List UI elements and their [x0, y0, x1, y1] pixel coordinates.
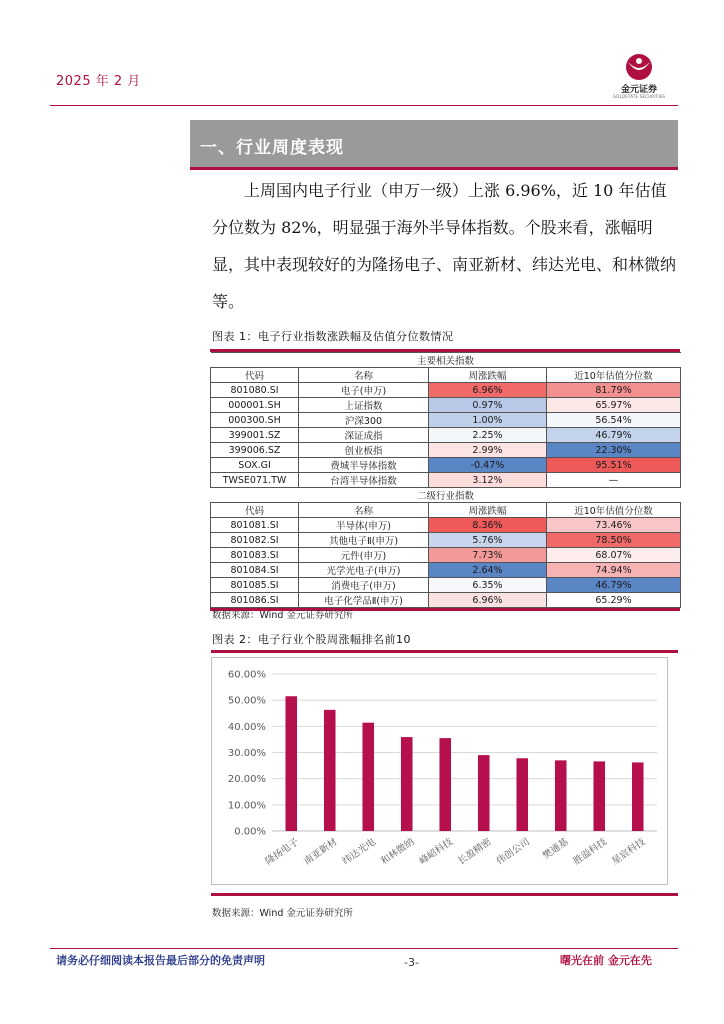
code-cell: 000001.SH — [211, 398, 299, 413]
code-cell: 801082.SI — [211, 533, 299, 548]
percentile-cell: 22.30% — [547, 443, 681, 458]
body-paragraph-text: 上周国内电子行业（申万一级）上涨 6.96%，近 10 年估值分位数为 82%，明显强于海外半导体指数。个股来看，涨幅明显，其中表现较好的为隆扬电子、南亚新材、纬达光电、和林微纳等。 — [212, 181, 677, 311]
body-paragraph — [212, 172, 678, 320]
x-tick-label: 胜溢科技 — [571, 836, 609, 868]
change-cell: 6.35% — [429, 578, 547, 593]
code-cell: 801081.SI — [211, 518, 299, 533]
change-cell: 1.00% — [429, 413, 547, 428]
y-tick-label: 20.00% — [227, 774, 266, 786]
bar-chart — [212, 658, 667, 884]
code-cell: TWSE071.TW — [211, 473, 299, 488]
chart-bottom-rule — [211, 893, 678, 896]
table-row — [211, 533, 681, 548]
table-row — [211, 398, 681, 413]
x-tick-label: 南亚新材 — [302, 836, 340, 868]
bar-chart-frame — [211, 657, 668, 885]
percentile-cell: 56.54% — [547, 413, 681, 428]
table-row — [211, 413, 681, 428]
table-row — [211, 458, 681, 473]
figure2-source: 数据来源：Wind 金元证券研究所 — [212, 908, 353, 919]
name-cell: 创业板指 — [299, 443, 429, 458]
name-cell: 上证指数 — [299, 398, 429, 413]
table-row — [211, 428, 681, 443]
change-cell: 7.73% — [429, 548, 547, 563]
code-cell: 801083.SI — [211, 548, 299, 563]
name-cell: 电子化学品Ⅱ(申万) — [299, 593, 429, 608]
table-header-cell: 代码 — [211, 503, 299, 518]
table-group-title-row — [211, 488, 681, 503]
code-cell: SOX.GI — [211, 458, 299, 473]
bar — [593, 761, 605, 831]
change-cell: 2.99% — [429, 443, 547, 458]
table-group-title: 主要相关指数 — [211, 353, 681, 368]
name-cell: 元件(申万) — [299, 548, 429, 563]
y-tick-label: 40.00% — [227, 721, 266, 733]
x-tick-label: 和林微纳 — [379, 836, 417, 868]
y-tick-label: 30.00% — [227, 748, 266, 759]
header-divider — [50, 105, 678, 106]
x-tick-label: 纬达光电 — [340, 836, 378, 868]
percentile-cell: 65.29% — [547, 593, 681, 608]
change-cell: 6.96% — [429, 383, 547, 398]
table-group-title: 二级行业指数 — [211, 488, 681, 503]
change-cell: 2.64% — [429, 563, 547, 578]
table-row — [211, 593, 681, 608]
x-tick-label: 伟创公司 — [494, 836, 532, 868]
section-title-accent — [190, 167, 678, 170]
change-cell: 5.76% — [429, 533, 547, 548]
table-header-row — [211, 368, 681, 383]
percentile-cell: 46.79% — [547, 428, 681, 443]
change-cell: 0.97% — [429, 398, 547, 413]
code-cell: 801084.SI — [211, 563, 299, 578]
figure2-caption: 图表 2：电子行业个股周涨幅排名前10 — [212, 633, 411, 646]
change-cell: 6.96% — [429, 593, 547, 608]
y-tick-label: 0.00% — [234, 826, 266, 838]
percentile-cell: — — [547, 473, 681, 488]
table-group-title-row — [211, 353, 681, 368]
bar — [401, 737, 413, 831]
percentile-cell: 81.79% — [547, 383, 681, 398]
table-header-cell: 周涨跌幅 — [429, 368, 547, 383]
bar — [516, 758, 528, 831]
figure1-source: 数据来源：Wind 金元证券研究所 — [212, 610, 353, 621]
percentile-cell: 95.51% — [547, 458, 681, 473]
logo-mark-icon — [606, 52, 672, 82]
change-cell: 3.12% — [429, 473, 547, 488]
name-cell: 其他电子Ⅱ(申万) — [299, 533, 429, 548]
name-cell: 费城半导体指数 — [299, 458, 429, 473]
x-tick-label: 樊通基 — [540, 836, 571, 862]
code-cell: 399001.SZ — [211, 428, 299, 443]
figure1-caption: 图表 1：电子行业指数涨跌幅及估值分位数情况 — [212, 330, 454, 343]
name-cell: 光学光电子(申万) — [299, 563, 429, 578]
bar — [632, 762, 644, 831]
code-cell: 801086.SI — [211, 593, 299, 608]
chart-top-rule — [211, 650, 678, 653]
table-header-cell: 周涨跌幅 — [429, 503, 547, 518]
table-header-cell: 名称 — [299, 368, 429, 383]
table-header-cell: 近10年估值分位数 — [547, 368, 681, 383]
code-cell: 801080.SI — [211, 383, 299, 398]
x-tick-label: 峰岹科技 — [417, 836, 455, 868]
x-tick-label: 长盈精密 — [456, 836, 494, 868]
name-cell: 台湾半导体指数 — [299, 473, 429, 488]
percentile-cell: 46.79% — [547, 578, 681, 593]
y-tick-label: 60.00% — [227, 669, 266, 681]
change-cell: -0.47% — [429, 458, 547, 473]
table-row — [211, 578, 681, 593]
page-number: -3- — [404, 956, 419, 969]
name-cell: 电子(申万) — [299, 383, 429, 398]
name-cell: 深证成指 — [299, 428, 429, 443]
name-cell: 半导体(申万) — [299, 518, 429, 533]
percentile-cell: 74.94% — [547, 563, 681, 578]
table-header-cell: 代码 — [211, 368, 299, 383]
percentile-cell: 65.97% — [547, 398, 681, 413]
section-title: 一、行业周度表现 — [200, 138, 344, 158]
y-tick-label: 50.00% — [227, 695, 266, 707]
brand-name-en: GOLDSTATE SECURITIES — [612, 94, 666, 99]
footer-slogan: 曙光在前 金元在先 — [560, 954, 652, 967]
code-cell: 000300.SH — [211, 413, 299, 428]
footer-disclaimer: 请务必仔细阅读本报告最后部分的免责声明 — [56, 954, 265, 967]
bar — [285, 696, 297, 831]
footer-divider — [50, 948, 678, 949]
x-tick-label: 隆扬电子 — [263, 836, 301, 868]
percentile-cell: 68.07% — [547, 548, 681, 563]
x-tick-label: 星宸科技 — [610, 836, 648, 868]
name-cell: 沪深300 — [299, 413, 429, 428]
index-table — [210, 349, 680, 611]
percentile-cell: 78.50% — [547, 533, 681, 548]
company-logo — [606, 52, 672, 102]
index-data-table — [210, 352, 681, 608]
table-header-row — [211, 503, 681, 518]
table-row — [211, 548, 681, 563]
bar — [555, 760, 567, 831]
bar — [362, 723, 374, 831]
table-row — [211, 443, 681, 458]
table-row — [211, 383, 681, 398]
code-cell: 801085.SI — [211, 578, 299, 593]
bar — [478, 755, 490, 831]
brand-name: 金元证券 — [620, 85, 657, 95]
code-cell: 399006.SZ — [211, 443, 299, 458]
bar — [324, 710, 336, 831]
name-cell: 消费电子(申万) — [299, 578, 429, 593]
change-cell: 2.25% — [429, 428, 547, 443]
percentile-cell: 73.46% — [547, 518, 681, 533]
table-row — [211, 563, 681, 578]
table-header-cell: 名称 — [299, 503, 429, 518]
change-cell: 8.36% — [429, 518, 547, 533]
table-row — [211, 518, 681, 533]
table-row — [211, 473, 681, 488]
bar — [439, 738, 451, 831]
report-date: 2025 年 2 月 — [56, 74, 141, 89]
table-header-cell: 近10年估值分位数 — [547, 503, 681, 518]
y-tick-label: 10.00% — [227, 800, 266, 812]
